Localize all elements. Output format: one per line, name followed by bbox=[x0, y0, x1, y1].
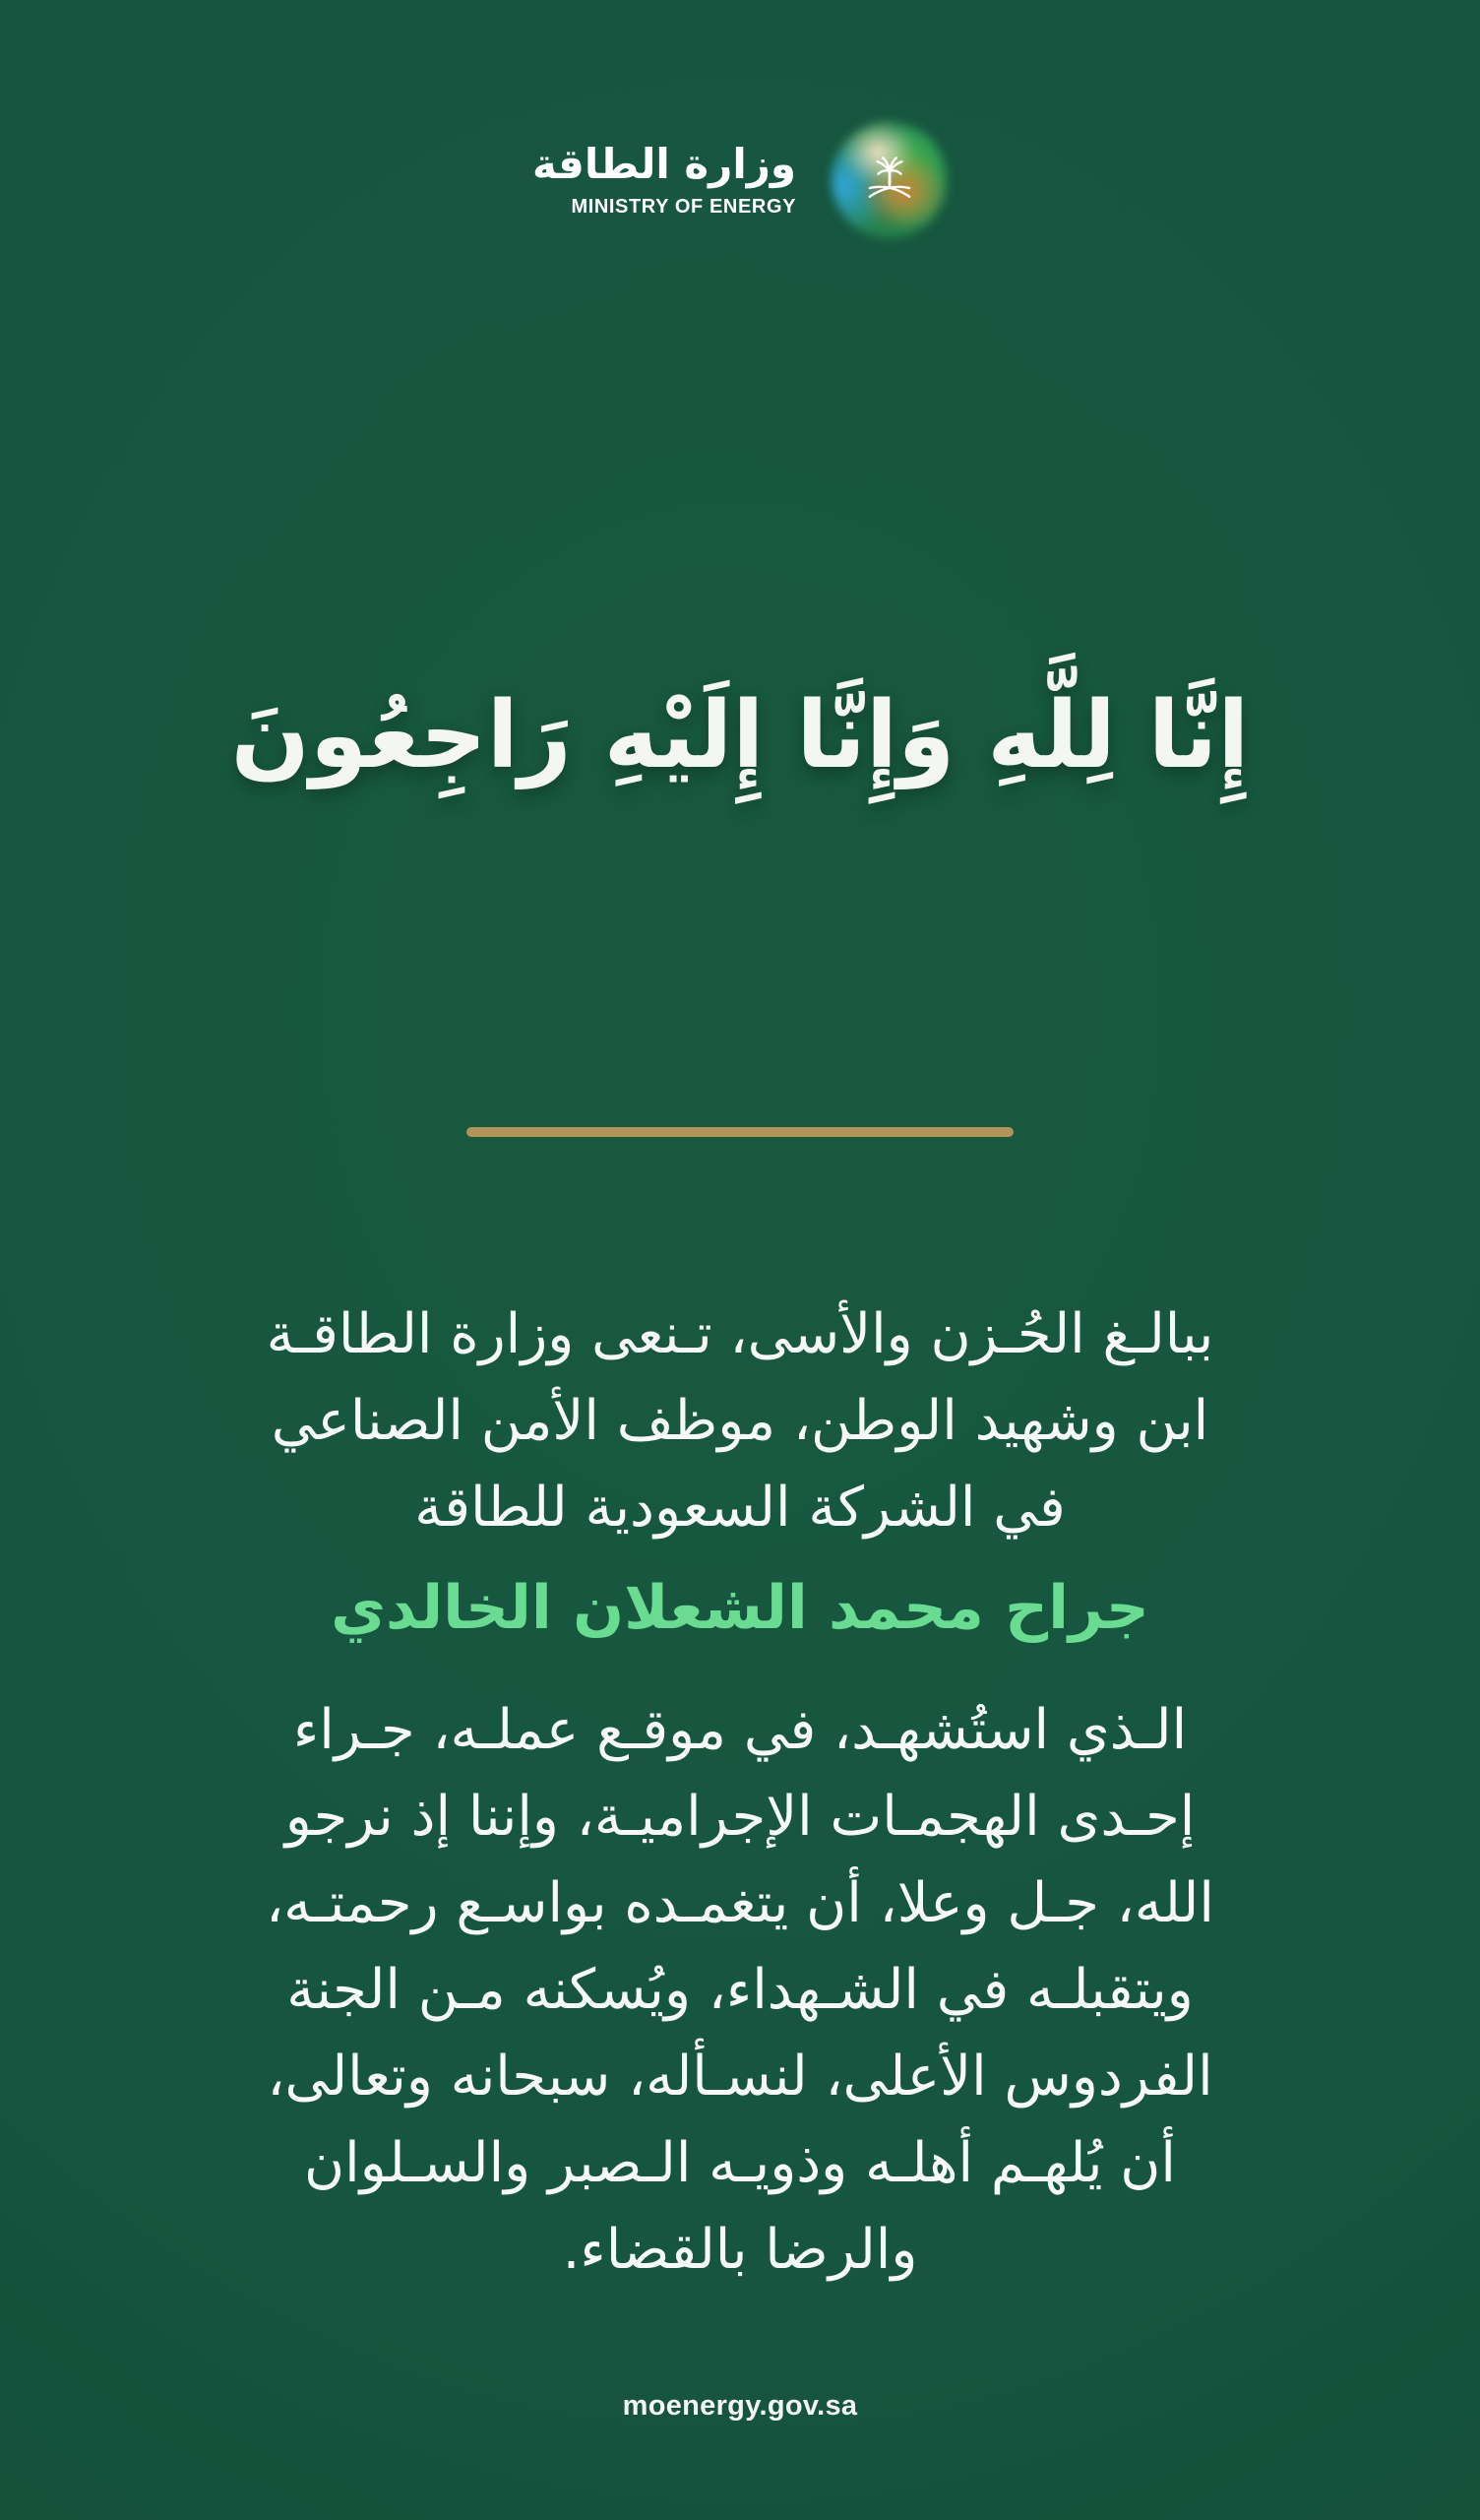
saudi-palm-and-swords-icon bbox=[866, 153, 913, 205]
body-line: ويتقبلـه في الشـهداء، ويُسكنه مـن الجنة bbox=[286, 1958, 1194, 2022]
ministry-arabic-title: وزارة الطاقة bbox=[531, 139, 797, 188]
ministry-logo-wordmark bbox=[531, 139, 797, 219]
ministry-english-title: MINISTRY OF ENERGY bbox=[571, 196, 797, 219]
ministry-logo bbox=[0, 122, 1480, 238]
intro-line: ابن وشهيد الوطن، موظف الأمن الصناعي bbox=[271, 1389, 1209, 1453]
ministry-logo-mark bbox=[832, 122, 948, 238]
body-line: الـذي استُشهـد، في موقـع عملـه، جـراء bbox=[292, 1698, 1188, 1762]
intro-line: ببالـغ الحُـزن والأسى، تـنعى وزارة الطاقـة bbox=[266, 1302, 1214, 1366]
condolence-body bbox=[0, 1687, 1480, 2294]
body-line: الفردوس الأعلى، لنسـأله، سبحانه وتعالى، bbox=[267, 2045, 1213, 2109]
condolence-intro bbox=[0, 1292, 1480, 1551]
istirja-calligraphy: إِنَّا لِلَّهِ وَإِنَّا إِلَيْهِ رَاجِعُونَ bbox=[230, 681, 1250, 789]
intro-line: في الشركة السعودية للطاقة bbox=[414, 1476, 1066, 1540]
body-line: والرضا بالقضاء. bbox=[562, 2218, 918, 2282]
deceased-name: جراح محمد الشعلان الخالدي bbox=[331, 1573, 1149, 1643]
footer-website: moenergy.gov.sa bbox=[622, 2390, 858, 2422]
body-line: الله، جـل وعلا، أن يتغمـده بواسـع رحمتـه، bbox=[266, 1871, 1214, 1935]
body-line: أن يُلهـم أهلـه وذويـه الـصبر والسـلوان bbox=[304, 2131, 1176, 2195]
body-line: إحـدى الهجمـات الإجراميـة، وإننا إذ نرجو bbox=[284, 1785, 1196, 1849]
gold-divider bbox=[466, 1127, 1014, 1137]
